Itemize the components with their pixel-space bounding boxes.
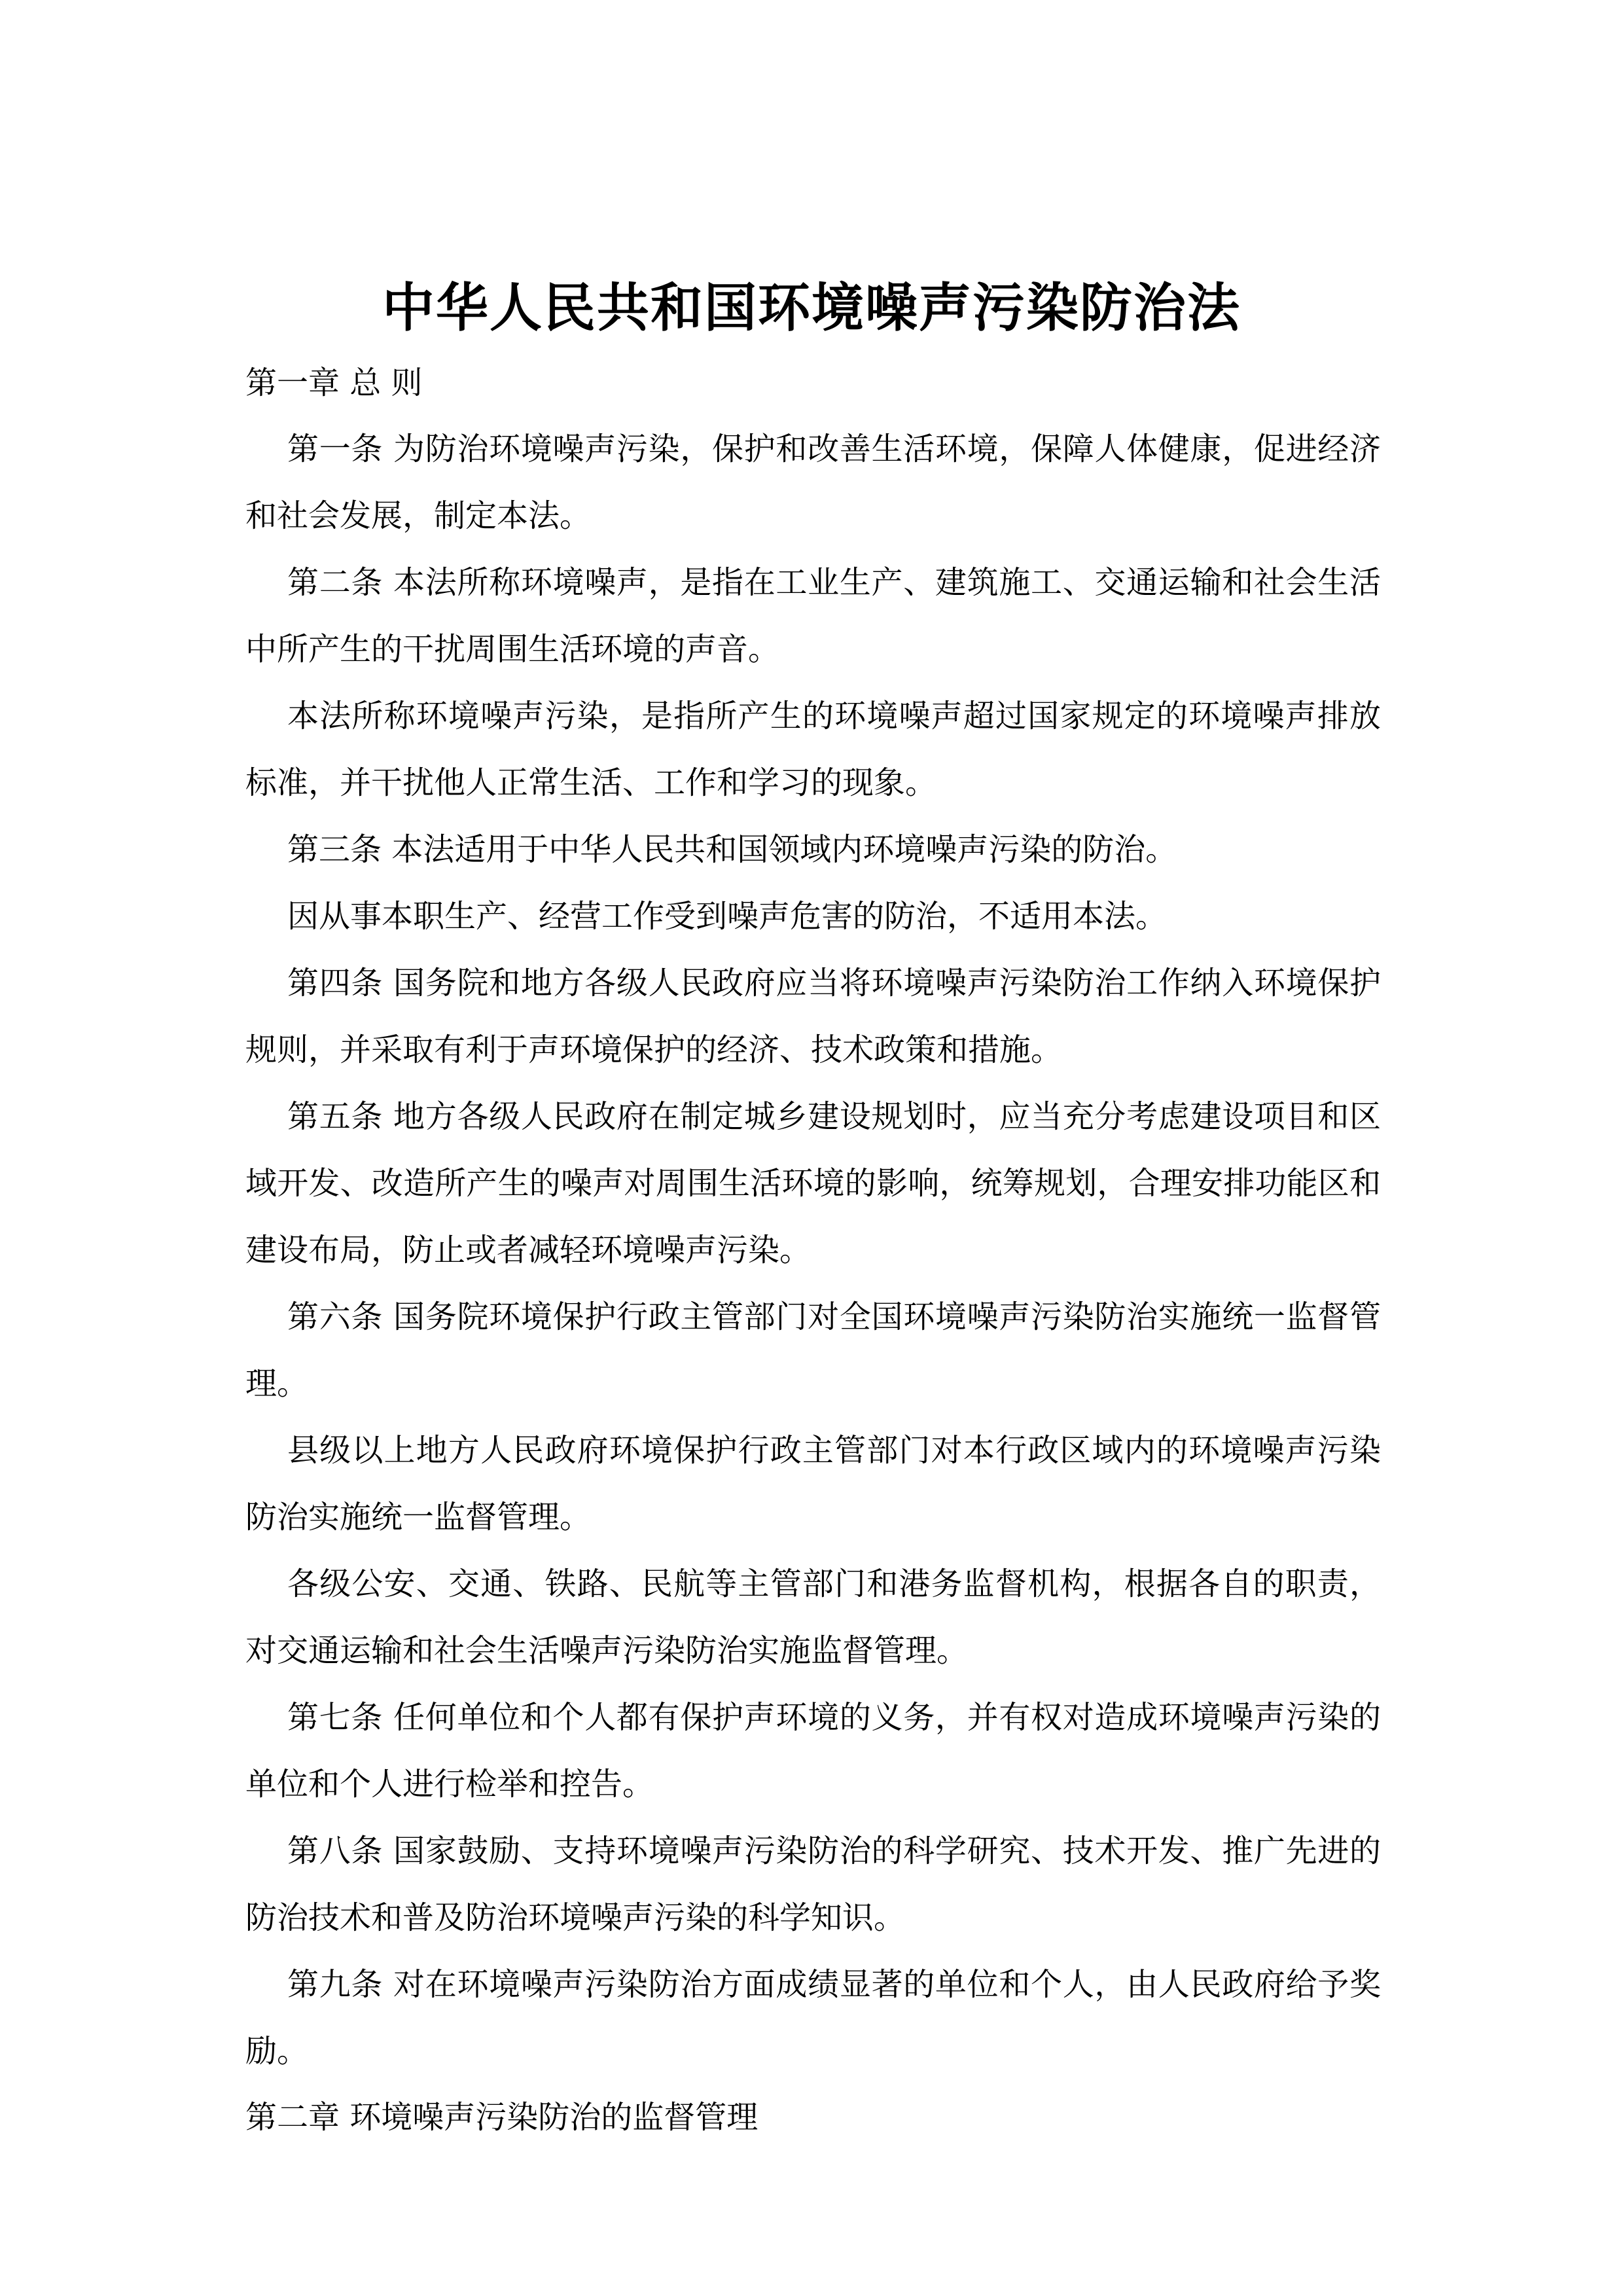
article-3: 第三条 本法适用于中华人民共和国领域内环境噪声污染的防治。 [287, 831, 1177, 868]
article-5: 第五条 地方各级人民政府在制定城乡建设规划时，应当充分考虑建设项目和区域开发、改造所产生的噪声对周围生活环境的影响，统筹规划，合理安排功能区和建设布局，防止或者减轻环境噪声污染。 [245, 1098, 1381, 1268]
article-6-paragraph-3: 各级公安、交通、铁路、民航等主管部门和港务监督机构，根据各自的职责，对交通运输和社会生活噪声污染防治实施监督管理。 [245, 1566, 1381, 1669]
article-7: 第七条 任何单位和个人都有保护声环境的义务，并有权对造成环境噪声污染的单位和个人进行检举和控告。 [245, 1699, 1381, 1803]
article-4: 第四条 国务院和地方各级人民政府应当将环境噪声污染防治工作纳入环境保护规则，并采取有利于声环境保护的经济、技术政策和措施。 [245, 965, 1381, 1068]
chapter-heading: 第一章 总 则 [245, 365, 423, 401]
article-2-paragraph-2: 本法所称环境噪声污染，是指所产生的环境噪声超过国家规定的环境噪声排放标准，并干扰他人正常生活、工作和学习的现象。 [245, 698, 1381, 801]
article-9: 第九条 对在环境噪声污染防治方面成绩显著的单位和个人，由人民政府给予奖励。 [245, 1966, 1381, 2070]
document-title: 中华人民共和国环境噪声污染防治法 [382, 277, 1241, 338]
article-6-paragraph-2: 县级以上地方人民政府环境保护行政主管部门对本行政区域内的环境噪声污染防治实施统一监督管理。 [245, 1432, 1381, 1535]
article-3-paragraph-2: 因从事本职生产、经营工作受到噪声危害的防治，不适用本法。 [287, 898, 1168, 935]
document-body [245, 350, 1381, 2150]
article-2: 第二条 本法所称环境噪声，是指在工业生产、建筑施工、交通运输和社会生活中所产生的干扰周围生活环境的声音。 [245, 564, 1381, 668]
article-1: 第一条 为防治环境噪声污染，保护和改善生活环境，保障人体健康，促进经济和社会发展，制定本法。 [245, 431, 1381, 534]
chapter-heading: 第二章 环境噪声污染防治的监督管理 [245, 2099, 758, 2136]
article-8: 第八条 国家鼓励、支持环境噪声污染防治的科学研究、技术开发、推广先进的防治技术和普及防治环境噪声污染的科学知识。 [245, 1833, 1381, 1936]
article-6: 第六条 国务院环境保护行政主管部门对全国环境噪声污染防治实施统一监督管理。 [245, 1299, 1381, 1402]
